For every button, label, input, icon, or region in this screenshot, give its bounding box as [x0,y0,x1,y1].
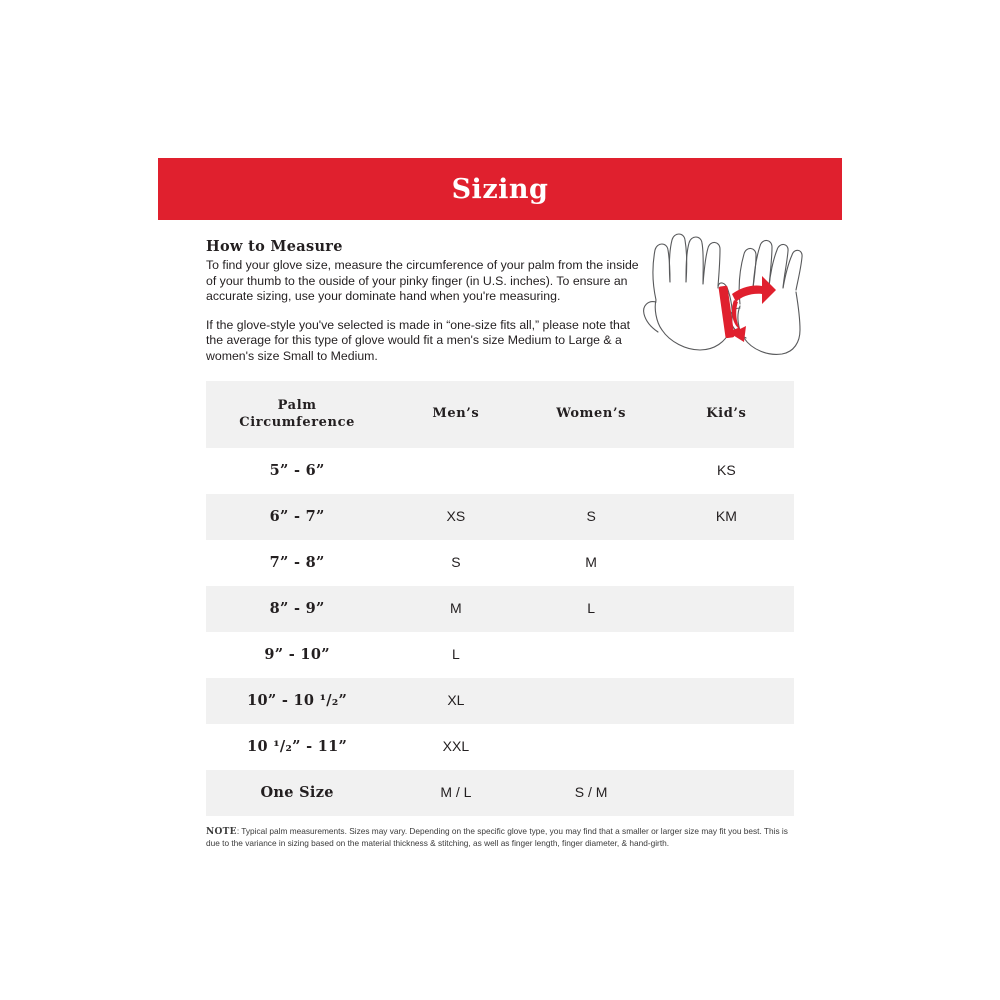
cell-womens [524,724,659,770]
cell-womens: L [524,586,659,632]
cell-palm: 8” - 9” [206,586,388,632]
table-row [206,586,794,632]
intro-section [158,220,842,365]
table-header-row [206,381,794,448]
cell-mens: XXL [388,724,523,770]
column-header-mens: Men’s [388,381,523,448]
intro-paragraph-2: If the glove-style you've selected is made in “one-size fits all,” please note that the average for this type of glove would fit a men's size Medium to Large & a women's size Small to Medium. [206,317,631,363]
table-row [206,632,794,678]
column-header-womens: Women’s [524,381,659,448]
intro-paragraph-1: To find your glove size, measure the circumference of your palm from the inside of your thumb to the ouside of your pinky finger (in U.S. inches). To ensure an accurate sizing, use your dominate hand when you're measuring. [206,258,639,304]
hands-measuring-palm-illustration [636,230,806,370]
table-row [206,678,794,724]
cell-palm: One Size [206,770,388,816]
cell-womens: S [524,494,659,540]
cell-kids [659,678,794,724]
page-title: Sizing [451,173,549,205]
cell-kids [659,586,794,632]
cell-womens [524,678,659,724]
sizing-sheet [158,158,842,849]
cell-palm: 10” - 10 ¹/₂” [206,678,388,724]
cell-kids [659,540,794,586]
cell-womens: S / M [524,770,659,816]
table-row [206,540,794,586]
cell-mens [388,448,523,494]
cell-palm: 10 ¹/₂” - 11” [206,724,388,770]
cell-mens: XS [388,494,523,540]
cell-mens: XL [388,678,523,724]
cell-mens: L [388,632,523,678]
table-row [206,448,794,494]
column-header-palm-line1: Palm [277,397,317,413]
cell-kids [659,724,794,770]
intro-text [206,238,646,365]
table-row [206,724,794,770]
sizing-table-head [206,381,794,448]
cell-palm: 9” - 10” [206,632,388,678]
sizing-table-wrapper [206,381,794,816]
cell-kids: KS [659,448,794,494]
cell-womens [524,448,659,494]
cell-kids [659,632,794,678]
table-row [206,494,794,540]
column-header-palm-circumference [206,381,388,448]
cell-palm: 5” - 6” [206,448,388,494]
cell-mens: M / L [388,770,523,816]
table-note [206,826,794,850]
cell-mens: S [388,540,523,586]
column-header-palm-line2: Circumference [239,414,355,430]
column-header-kids: Kid’s [659,381,794,448]
cell-womens: M [524,540,659,586]
cell-womens [524,632,659,678]
note-label: NOTE [206,826,237,837]
how-to-measure-heading: How to Measure [206,238,343,255]
table-row [206,770,794,816]
note-text: : Typical palm measurements. Sizes may vary. Depending on the specific glove type, you may find that a smaller or larger size may fit you best. This is due to the variance in sizing based on the material thickness & stitching, as well as finger length, finger diameter, & hand-girth. [206,825,788,848]
cell-kids [659,770,794,816]
cell-mens: M [388,586,523,632]
cell-kids: KM [659,494,794,540]
cell-palm: 6” - 7” [206,494,388,540]
sizing-table [206,381,794,816]
sizing-table-body [206,448,794,816]
header-bar [158,158,842,220]
cell-palm: 7” - 8” [206,540,388,586]
